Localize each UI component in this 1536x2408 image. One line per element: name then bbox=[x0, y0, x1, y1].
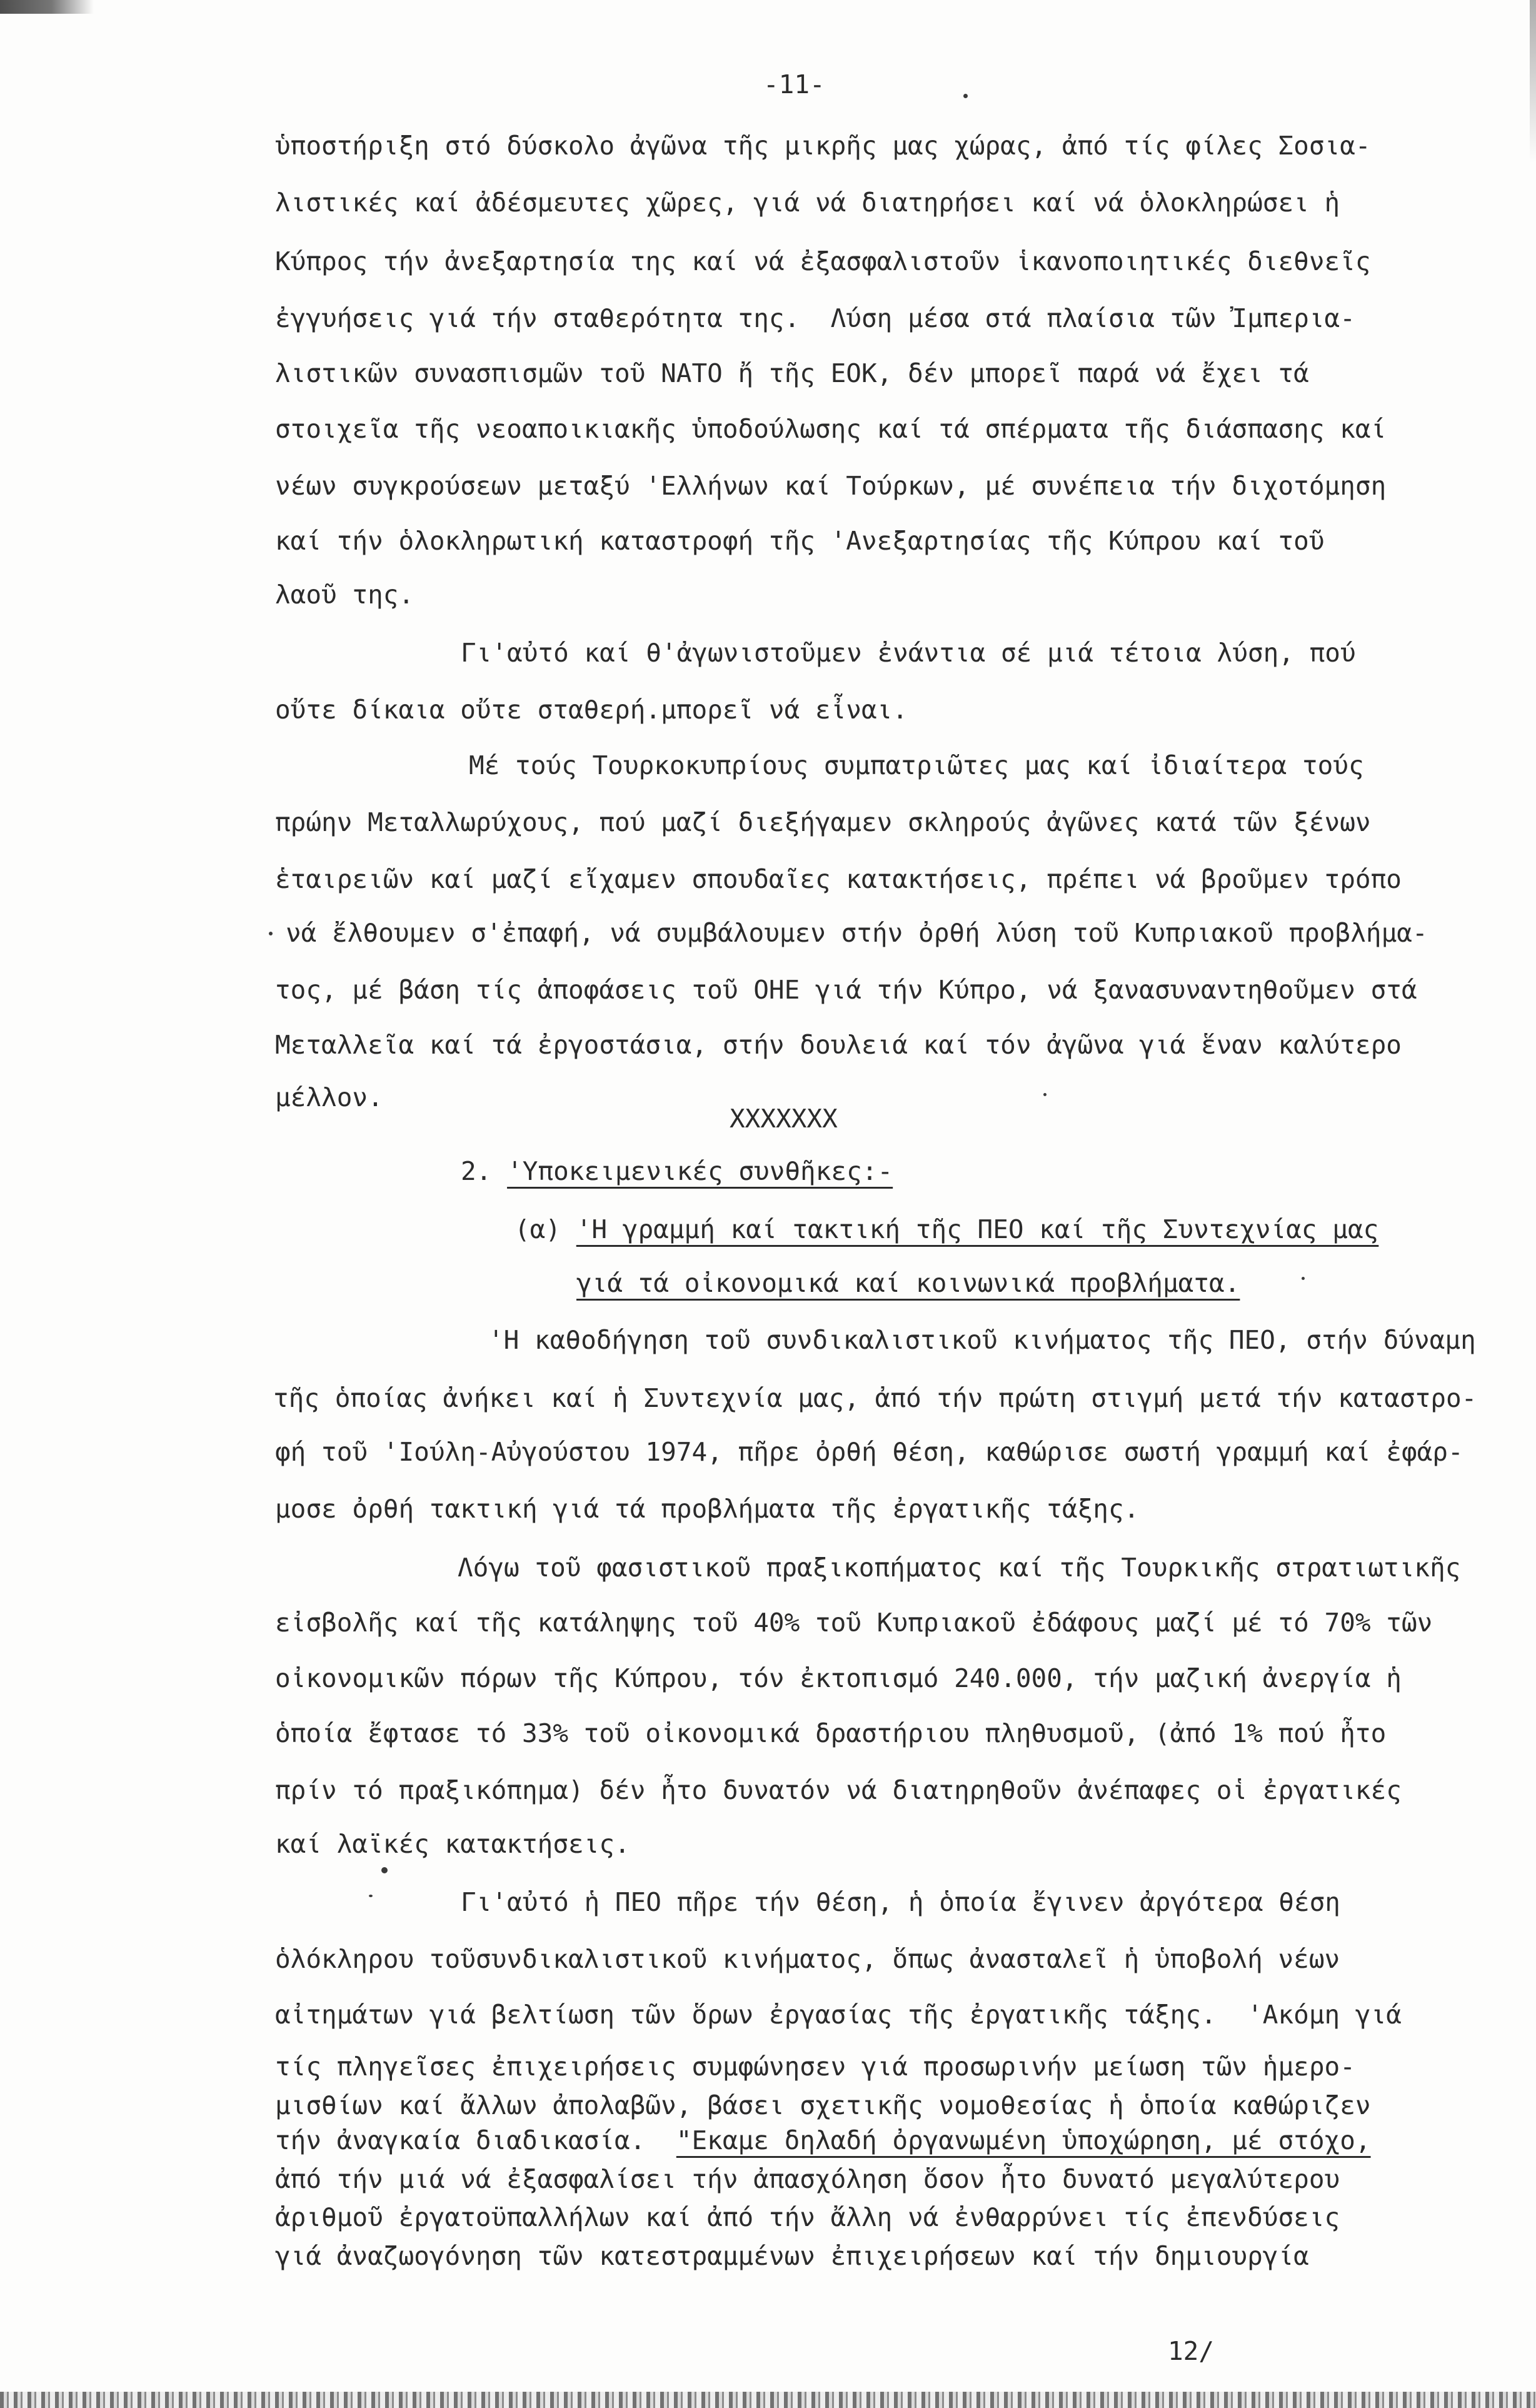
scan-speck bbox=[1043, 1093, 1047, 1096]
text-line: οὔτε δίκαια οὔτε σταθερή.μπορεῖ νά εἶναι. bbox=[275, 695, 908, 725]
text-line: Γι'αὐτό ἡ ΠΕΟ πῆρε τήν θέση, ἡ ὁποία ἔγινεν ἀργότερα θέση bbox=[461, 1887, 1340, 1917]
text-line: μισθίων καί ἄλλων ἀπολαβῶν, βάσει σχετικῆς νομοθεσίας ἡ ὁποία καθώριζεν bbox=[275, 2090, 1371, 2120]
subsection-label: (α) bbox=[515, 1214, 561, 1244]
text-line: Γι'αὐτό καί θ'ἀγωνιστοῦμεν ἐνάντια σέ μιά τέτοια λύση, πού bbox=[461, 638, 1356, 668]
text-line: αἰτημάτων γιά βελτίωση τῶν ὅρων ἐργασίας τῆς ἐργατικῆς τάξης. 'Ακόμη γιά bbox=[275, 2000, 1402, 2030]
text-line: Μεταλλεῖα καί τά ἐργοστάσια, στήν δουλειά καί τόν ἀγῶνα γιά ἕναν καλύτερο bbox=[275, 1030, 1402, 1060]
text-line: λιστικῶν συνασπισμῶν τοῦ ΝΑΤΟ ἤ τῆς ΕΟΚ, δέν μπορεῖ παρά νά ἔχει τά bbox=[275, 358, 1309, 388]
text-line: οἰκονομικῶν πόρων τῆς Κύπρου, τόν ἐκτοπισμό 240.000, τήν μαζική ἀνεργία ἡ bbox=[275, 1663, 1402, 1693]
text-line: 'Η καθοδήγηση τοῦ συνδικαλιστικοῦ κινήματος τῆς ΠΕΟ, στήν δύναμη bbox=[488, 1325, 1476, 1355]
subsection-title-text: γιά τά οἰκονομικά καί κοινωνικά προβλήματα. bbox=[576, 1268, 1240, 1298]
text-line: μέλλον. bbox=[275, 1082, 383, 1112]
section-number: 2. bbox=[461, 1156, 492, 1186]
section-title: 'Υποκειμενικές συνθῆκες:- bbox=[507, 1156, 893, 1186]
scan-speck bbox=[369, 1895, 373, 1897]
text-line: τίς πληγεῖσες ἐπιχειρήσεις συμφώνησεν γιά προσωρινήν μείωση τῶν ἡμερο- bbox=[275, 2052, 1355, 2082]
text-line: καί λαϊκές κατακτήσεις. bbox=[275, 1829, 630, 1859]
text-line: ὁλόκληρου τοῦσυνδικαλιστικοῦ κινήματος, ὅπως ἀνασταλεῖ ἡ ὑποβολή νέων bbox=[275, 1944, 1340, 1974]
text-line: Κύπρος τήν ἀνεξαρτησία της καί νά ἐξασφαλιστοῦν ἱκανοποιητικές διεθνεῖς bbox=[275, 246, 1371, 276]
text-line: πρίν τό πραξικόπημα) δέν ἦτο δυνατόν νά διατηρηθοῦν ἀνέπαφες οἱ ἐργατικές bbox=[275, 1775, 1402, 1805]
subsection-heading bbox=[515, 1214, 1378, 1244]
scan-speck bbox=[963, 94, 968, 98]
subsection-title-line bbox=[576, 1268, 1240, 1298]
underlined-emphasis: "Εκαμε δηλαδή ὀργανωμένη ὑποχώρηση, μέ στόχο, bbox=[676, 2125, 1371, 2155]
text-line: τῆς ὁποίας ἀνήκει καί ἡ Συντεχνία μας, ἀπό τήν πρώτη στιγμή μετά τήν καταστρο- bbox=[273, 1383, 1477, 1413]
text-line bbox=[275, 2125, 1371, 2155]
scan-edge-top-right bbox=[1530, 0, 1536, 163]
text-line: πρώην Μεταλλωρύχους, πού μαζί διεξήγαμεν σκληρούς ἀγῶνες κατά τῶν ξένων bbox=[275, 807, 1371, 837]
section-separator: XXXXXXX bbox=[730, 1104, 838, 1134]
text-line: ἐγγυήσεις γιά τήν σταθερότητα της. Λύση μέσα στά πλαίσια τῶν Ἰμπερια- bbox=[275, 303, 1355, 333]
text-line: ὑποστήριξη στό δύσκολο ἀγῶνα τῆς μικρῆς μας χώρας, ἀπό τίς φίλες Σοσια- bbox=[275, 131, 1371, 161]
scan-speck bbox=[269, 932, 273, 935]
next-page-marker: 12/ bbox=[1168, 2336, 1215, 2366]
text-line: ἀπό τήν μιά νά ἐξασφαλίσει τήν ἀπασχόληση ὅσον ἦτο δυνατό μεγαλύτερου bbox=[275, 2164, 1340, 2194]
text-line: Λόγω τοῦ φασιστικοῦ πραξικοπήματος καί τῆς Τουρκικῆς στρατιωτικῆς bbox=[458, 1553, 1461, 1583]
text-line: γιά ἀναζωογόνηση τῶν κατεστραμμένων ἐπιχειρήσεων καί τήν δημιουργία bbox=[275, 2241, 1309, 2271]
text-line: στοιχεῖα τῆς νεοαποικιακῆς ὑποδούλωσης καί τά σπέρματα τῆς διάσπασης καί bbox=[275, 414, 1387, 444]
text-segment: τήν ἀναγκαία διαδικασία. bbox=[275, 2125, 676, 2155]
scan-speck bbox=[1302, 1277, 1305, 1280]
subsection-title-line: 'Η γραμμή καί τακτική τῆς ΠΕΟ καί τῆς Συντεχνίας μας bbox=[576, 1214, 1379, 1244]
text-line: τος, μέ βάση τίς ἀποφάσεις τοῦ ΟΗΕ γιά τήν Κύπρο, νά ξανασυναντηθοῦμεν στά bbox=[275, 975, 1417, 1005]
scan-edge-top-left bbox=[0, 0, 94, 14]
text-line: λαοῦ της. bbox=[275, 580, 414, 610]
text-line: καί τήν ὁλοκληρωτική καταστροφή τῆς 'Ανεξαρτησίας τῆς Κύπρου καί τοῦ bbox=[275, 526, 1325, 556]
page-number: -11- bbox=[763, 69, 825, 99]
text-line: νά ἔλθουμεν σ'ἐπαφή, νά συμβάλουμεν στήν ὀρθή λύση τοῦ Κυπριακοῦ προβλήμα- bbox=[286, 918, 1428, 948]
scan-edge-bottom bbox=[0, 2392, 1536, 2408]
section-heading bbox=[461, 1156, 893, 1186]
text-line: Μέ τούς Τουρκοκυπρίους συμπατριῶτες μας καί ἰδιαίτερα τούς bbox=[469, 750, 1364, 780]
text-line: ἀριθμοῦ ἐργατοϋπαλλήλων καί ἀπό τήν ἄλλη νά ἐνθαρρύνει τίς ἐπενδύσεις bbox=[275, 2202, 1340, 2232]
text-line: ὁποία ἔφτασε τό 33% τοῦ οἰκονομικά δραστήριου πληθυσμοῦ, (ἀπό 1% πού ἦτο bbox=[275, 1718, 1387, 1748]
text-line: λιστικές καί ἀδέσμευτες χῶρες, γιά νά διατηρήσει καί νά ὁλοκληρώσει ἡ bbox=[275, 188, 1340, 218]
text-line: φή τοῦ 'Ιούλη-Αὐγούστου 1974, πῆρε ὀρθή θέση, καθώρισε σωστή γραμμή καί ἐφάρ- bbox=[275, 1437, 1463, 1467]
text-line: νέων συγκρούσεων μεταξύ 'Ελλήνων καί Τούρκων, μέ συνέπεια τήν διχοτόμηση bbox=[275, 471, 1387, 501]
text-line: ἑταιρειῶν καί μαζί εἴχαμεν σπουδαῖες κατακτήσεις, πρέπει νά βροῦμεν τρόπο bbox=[275, 864, 1402, 894]
text-line: μοσε ὀρθή τακτική γιά τά προβλήματα τῆς ἐργατικῆς τάξης. bbox=[275, 1494, 1140, 1524]
scan-speck bbox=[381, 1867, 388, 1873]
text-line: εἰσβολῆς καί τῆς κατάληψης τοῦ 40% τοῦ Κυπριακοῦ ἐδάφους μαζί μέ τό 70% τῶν bbox=[275, 1608, 1433, 1638]
